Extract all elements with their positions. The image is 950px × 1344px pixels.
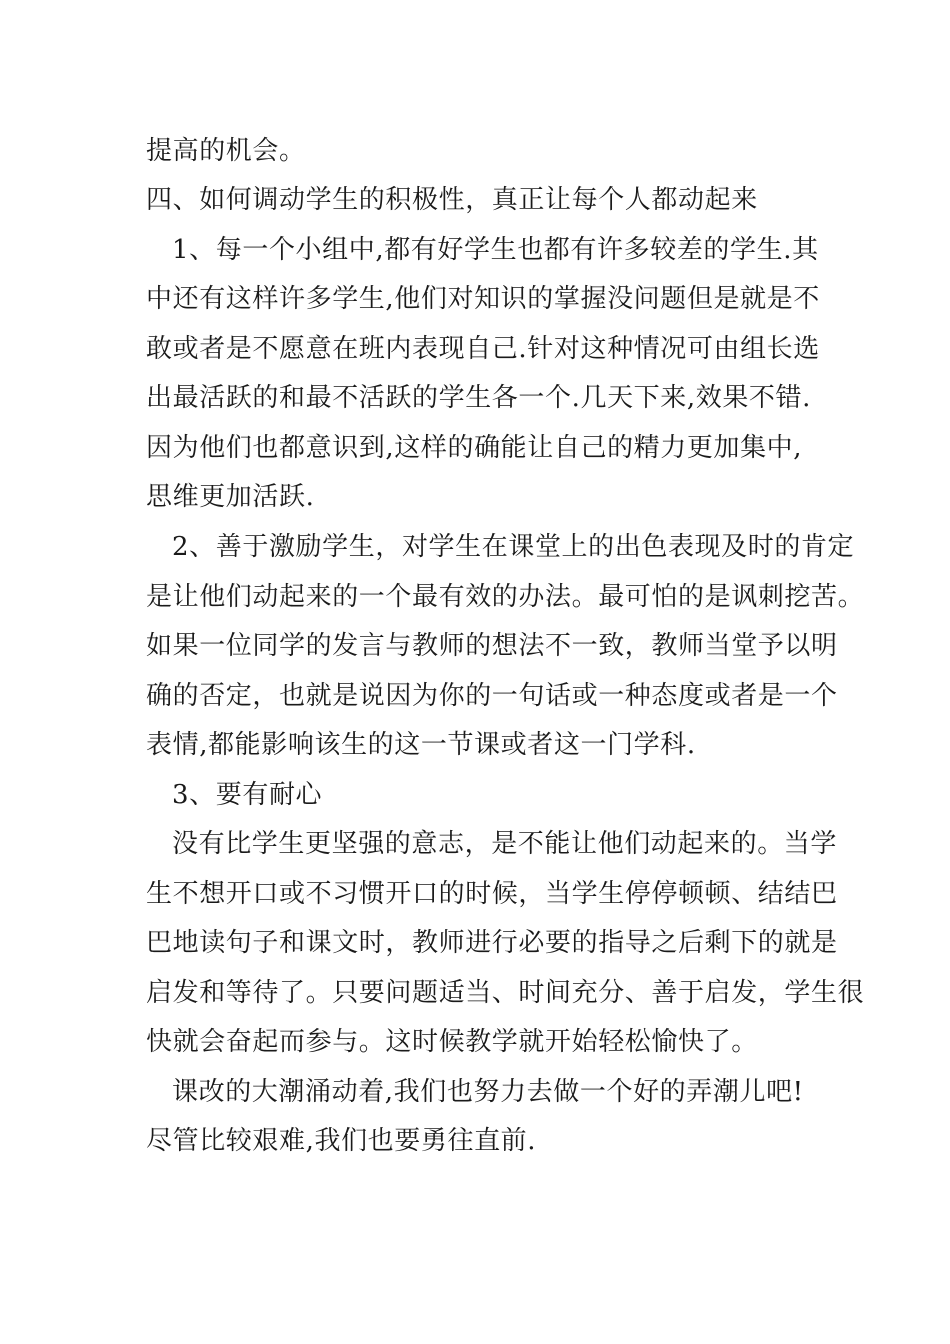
text-line: 敢或者是不愿意在班内表现自己.针对这种情况可由组长选 bbox=[146, 334, 820, 364]
text-line: 1、每一个小组中,都有好学生也都有许多较差的学生.其 bbox=[172, 235, 819, 265]
text-line: 课改的大潮涌动着,我们也努力去做一个好的弄潮儿吧! bbox=[172, 1077, 804, 1107]
text-line: 出最活跃的和最不活跃的学生各一个.几天下来,效果不错. bbox=[146, 383, 811, 413]
text-line: 3、要有耐心 bbox=[172, 780, 323, 810]
text-line: 生不想开口或不习惯开口的时候，当学生停停顿顿、结结巴 bbox=[146, 879, 838, 909]
text-line: 没有比学生更坚强的意志，是不能让他们动起来的。当学 bbox=[172, 829, 838, 859]
text-line: 如果一位同学的发言与教师的想法不一致，教师当堂予以明 bbox=[146, 631, 838, 661]
text-line: 巴地读句子和课文时，教师进行必要的指导之后剩下的就是 bbox=[146, 928, 838, 958]
text-line: 提高的机会。 bbox=[146, 136, 306, 166]
text-line: 因为他们也都意识到,这样的确能让自己的精力更加集中, bbox=[146, 433, 803, 463]
text-line: 尽管比较艰难,我们也要勇往直前. bbox=[146, 1126, 537, 1156]
text-line: 确的否定，也就是说因为你的一句话或一种态度或者是一个 bbox=[146, 681, 838, 711]
text-line: 快就会奋起而参与。这时候教学就开始轻松愉快了。 bbox=[146, 1027, 758, 1057]
text-line: 2、善于激励学生，对学生在课堂上的出色表现及时的肯定 bbox=[172, 532, 855, 562]
section-heading: 四、如何调动学生的积极性，真正让每个人都动起来 bbox=[146, 185, 758, 215]
text-line: 中还有这样许多学生,他们对知识的掌握没问题但是就是不 bbox=[146, 284, 820, 314]
text-line: 思维更加活跃. bbox=[146, 482, 315, 512]
text-line: 启发和等待了。只要问题适当、时间充分、善于启发，学生很 bbox=[146, 978, 865, 1008]
text-line: 是让他们动起来的一个最有效的办法。最可怕的是讽刺挖苦。 bbox=[146, 582, 865, 612]
text-line: 表情,都能影响该生的这一节课或者这一门学科. bbox=[146, 730, 696, 760]
